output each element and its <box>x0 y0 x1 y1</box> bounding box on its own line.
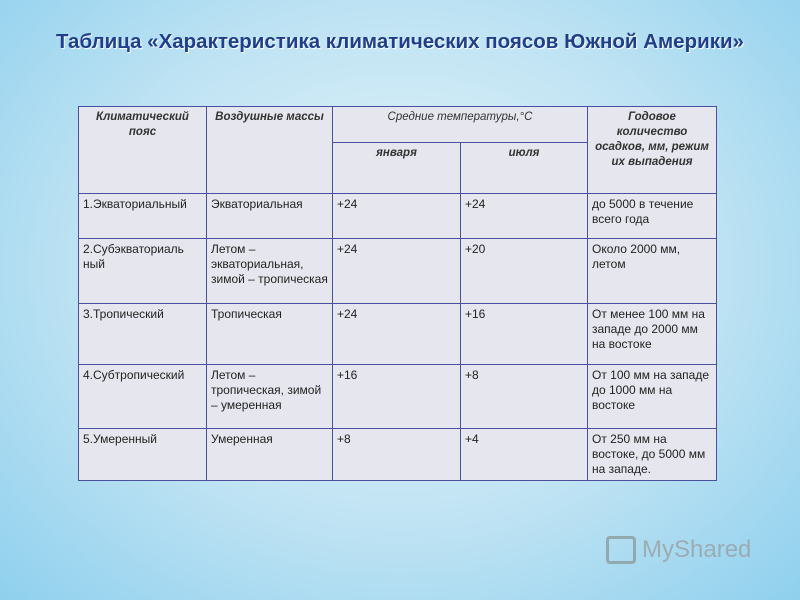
cell-zone: 3.Тропический <box>79 304 207 365</box>
cell-zone: 4.Субтропический <box>79 365 207 429</box>
cell-jan: +24 <box>333 239 461 304</box>
cell-precip: Около 2000 мм, летом <box>588 239 717 304</box>
cell-zone: 1.Экваториальный <box>79 194 207 239</box>
cell-jul: +24 <box>461 194 588 239</box>
table-row <box>79 429 717 481</box>
cell-jul: +4 <box>461 429 588 481</box>
cell-air: Экваториальная <box>207 194 333 239</box>
cell-jan: +8 <box>333 429 461 481</box>
header-zone: Климатический пояс <box>79 107 207 194</box>
cell-air: Умеренная <box>207 429 333 481</box>
cell-jan: +24 <box>333 304 461 365</box>
header-precip: Годовое количество осадков, мм, режим их выпадения <box>588 107 717 194</box>
cell-jan: +24 <box>333 194 461 239</box>
header-jul: июля <box>461 143 588 194</box>
logo-icon <box>606 536 636 564</box>
slide-title: Таблица «Характеристика климатических поясов Южной Америки» <box>56 30 744 53</box>
cell-air: Тропическая <box>207 304 333 365</box>
watermark <box>606 536 751 564</box>
cell-zone: 5.Умеренный <box>79 429 207 481</box>
cell-precip: От 100 мм на западе до 1000 мм на востоке <box>588 365 717 429</box>
cell-jul: +16 <box>461 304 588 365</box>
cell-jan: +16 <box>333 365 461 429</box>
header-jan: января <box>333 143 461 194</box>
header-air: Воздушные массы <box>207 107 333 194</box>
cell-precip: От менее 100 мм на западе до 2000 мм на востоке <box>588 304 717 365</box>
watermark-text: MyShared <box>642 536 752 563</box>
cell-air: Летом – экваториальная, зимой – тропическая <box>207 239 333 304</box>
cell-precip: до 5000 в течение всего года <box>588 194 717 239</box>
table-row <box>79 194 717 239</box>
cell-air: Летом – тропическая, зимой – умеренная <box>207 365 333 429</box>
cell-zone: 2.Субэкваториаль ный <box>79 239 207 304</box>
cell-precip: От 250 мм на востоке, до 5000 мм на западе. <box>588 429 717 481</box>
climate-table <box>78 106 717 481</box>
table-row <box>79 365 717 429</box>
table-row <box>79 304 717 365</box>
cell-jul: +20 <box>461 239 588 304</box>
header-temps: Средние температуры,°С <box>333 107 588 143</box>
cell-jul: +8 <box>461 365 588 429</box>
table-row <box>79 239 717 304</box>
